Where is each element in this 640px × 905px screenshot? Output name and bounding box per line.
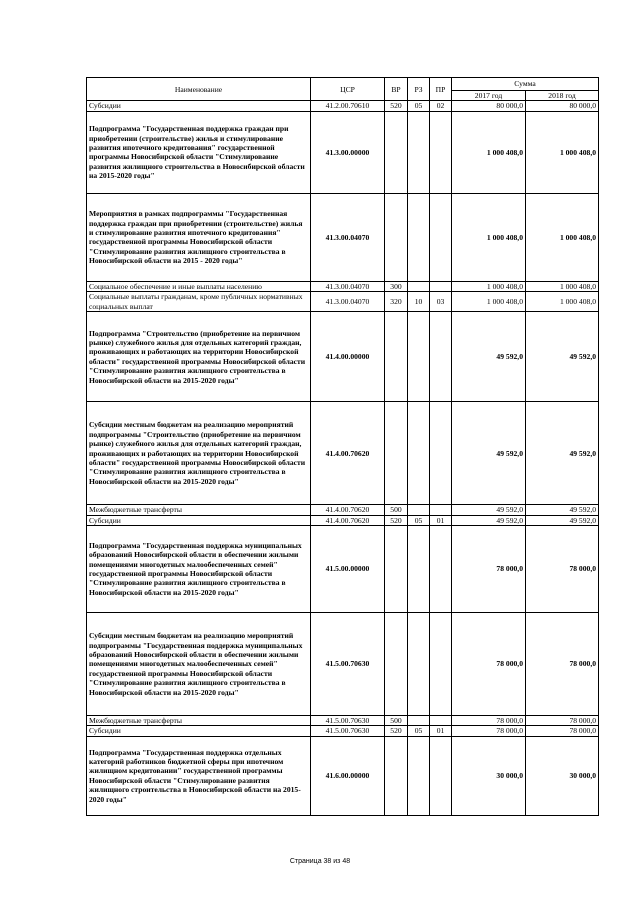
cell-csr: 41.3.00.00000 [311, 111, 385, 193]
cell-2018: 1 000 408,0 [526, 111, 599, 193]
cell-pr [430, 312, 452, 402]
cell-vr [385, 402, 408, 505]
table-row [87, 613, 599, 716]
cell-rz [408, 505, 430, 515]
cell-rz [408, 613, 430, 716]
cell-name: Подпрограмма "Государственная поддержка муниципальных образований Новосибирской области в обеспечении жилыми помещениями многодетных малообеспеченных семей" государственной программы Новосибирской области "Стимулирование развития жилищного строительства в Новосибирской области на 2015-2020 годы" [87, 526, 311, 613]
cell-name: Социальное обеспечение и иные выплаты населению [87, 281, 311, 291]
budget-table [86, 77, 599, 816]
cell-pr [430, 613, 452, 716]
cell-2018: 78 000,0 [526, 726, 599, 736]
cell-pr [430, 716, 452, 726]
cell-name: Субсидии [87, 515, 311, 525]
cell-rz [408, 193, 430, 281]
table-row [87, 402, 599, 505]
cell-2018: 78 000,0 [526, 716, 599, 726]
cell-csr: 41.4.00.70620 [311, 505, 385, 515]
cell-csr: 41.3.00.04070 [311, 292, 385, 312]
cell-2017: 49 592,0 [452, 312, 526, 402]
cell-pr: 01 [430, 726, 452, 736]
cell-pr: 01 [430, 515, 452, 525]
cell-vr [385, 613, 408, 716]
cell-pr [430, 281, 452, 291]
header-sum: Сумма [452, 78, 599, 91]
cell-csr: 41.6.00.00000 [311, 736, 385, 815]
cell-name: Подпрограмма "Строительство (приобретение на первичном рынке) служебного жилья для отдельных категорий граждан, проживающих и работающих на территории Новосибирской области" государственной программы Новосибирской области "Стимулирование развития жилищного строительства в Новосибирской области на 2015-2020 годы" [87, 312, 311, 402]
cell-rz [408, 526, 430, 613]
header-rz: РЗ [408, 78, 430, 101]
page-footer: Страница 38 из 48 [289, 858, 351, 865]
table-row [87, 736, 599, 815]
cell-csr: 41.5.00.70630 [311, 726, 385, 736]
cell-csr: 41.3.00.04070 [311, 193, 385, 281]
table-row [87, 505, 599, 515]
table-row [87, 526, 599, 613]
cell-vr: 320 [385, 292, 408, 312]
table-row [87, 281, 599, 291]
cell-2017: 1 000 408,0 [452, 292, 526, 312]
cell-2018: 1 000 408,0 [526, 281, 599, 291]
cell-2017: 1 000 408,0 [452, 281, 526, 291]
cell-vr: 500 [385, 716, 408, 726]
cell-csr: 41.5.00.70630 [311, 613, 385, 716]
cell-rz: 05 [408, 101, 430, 111]
header-vr: ВР [385, 78, 408, 101]
cell-vr: 520 [385, 726, 408, 736]
cell-rz [408, 736, 430, 815]
cell-2018: 49 592,0 [526, 312, 599, 402]
cell-csr: 41.4.00.70620 [311, 402, 385, 505]
cell-csr: 41.4.00.70620 [311, 515, 385, 525]
table-row [87, 292, 599, 312]
table-row [87, 726, 599, 736]
cell-pr: 02 [430, 101, 452, 111]
cell-vr [385, 111, 408, 193]
header-year-2017: 2017 год [452, 91, 526, 101]
cell-rz [408, 111, 430, 193]
cell-2017: 49 592,0 [452, 402, 526, 505]
cell-vr [385, 736, 408, 815]
cell-2018: 30 000,0 [526, 736, 599, 815]
table-body [87, 78, 599, 816]
cell-name: Субсидии [87, 101, 311, 111]
cell-name: Социальные выплаты гражданам, кроме публичных нормативных социальных выплат [87, 292, 311, 312]
cell-name: Межбюджетные трансферты [87, 716, 311, 726]
header-row [87, 78, 599, 91]
cell-csr: 41.2.00.70610 [311, 101, 385, 111]
cell-name: Субсидии [87, 726, 311, 736]
cell-2018: 80 000,0 [526, 101, 599, 111]
cell-name: Субсидии местным бюджетам на реализацию мероприятий подпрограммы "Строительство (приобретение на первичном рынке) служебного жилья для отдельных категорий граждан, проживающих и работающих на территории Новосибирской области" государственной программы Новосибирской области "Стимулирование развития жилищного строительства в Новосибирской области на 2015-2020 годы" [87, 402, 311, 505]
cell-name: Субсидии местным бюджетам на реализацию мероприятий подпрограммы "Государственная поддержка муниципальных образований Новосибирской области в обеспечении жилыми помещениями многодетных малообеспеченных семей" государственной программы Новосибирской области "Стимулирование развития жилищного строительства в Новосибирской области на 2015-2020 годы" [87, 613, 311, 716]
cell-2017: 78 000,0 [452, 613, 526, 716]
cell-rz: 05 [408, 515, 430, 525]
cell-rz [408, 281, 430, 291]
cell-vr [385, 312, 408, 402]
cell-2017: 78 000,0 [452, 726, 526, 736]
cell-2018: 1 000 408,0 [526, 292, 599, 312]
cell-csr: 41.3.00.04070 [311, 281, 385, 291]
cell-pr [430, 736, 452, 815]
cell-vr [385, 526, 408, 613]
cell-2017: 78 000,0 [452, 526, 526, 613]
cell-pr [430, 193, 452, 281]
cell-2018: 78 000,0 [526, 526, 599, 613]
cell-name: Подпрограмма "Государственная поддержка граждан при приобретении (строительстве) жилья и стимулирование развития ипотечного кредитования" государственной программы Новосибирской области "Стимулирование развития жилищного строительства в Новосибирской области на 2015-2020 годы" [87, 111, 311, 193]
cell-rz: 05 [408, 726, 430, 736]
header-year-2018: 2018 год [526, 91, 599, 101]
cell-csr: 41.5.00.70630 [311, 716, 385, 726]
cell-pr [430, 402, 452, 505]
cell-2018: 1 000 408,0 [526, 193, 599, 281]
cell-pr [430, 505, 452, 515]
cell-2018: 49 592,0 [526, 515, 599, 525]
cell-2017: 1 000 408,0 [452, 193, 526, 281]
cell-vr: 520 [385, 101, 408, 111]
header-pr: ПР [430, 78, 452, 101]
cell-rz [408, 716, 430, 726]
cell-name: Подпрограмма "Государственная поддержка отдельных категорий работников бюджетной сферы при ипотечном жилищном кредитовании" государственной программы Новосибирской области "Стимулирование развития жилищного строительства в Новосибирской области на 2015-2020 годы" [87, 736, 311, 815]
cell-2017: 80 000,0 [452, 101, 526, 111]
cell-rz [408, 312, 430, 402]
cell-vr: 500 [385, 505, 408, 515]
cell-vr: 300 [385, 281, 408, 291]
cell-name: Мероприятия в рамках подпрограммы "Государственная поддержка граждан при приобретении (строительстве) жилья и стимулирование развития ипотечного кредитования" государственной программы Новосибирской области "Стимулирование развития жилищного строительства в Новосибирской области на 2015 - 2020 годы" [87, 193, 311, 281]
cell-pr [430, 526, 452, 613]
table-row [87, 193, 599, 281]
cell-2017: 78 000,0 [452, 716, 526, 726]
cell-name: Межбюджетные трансферты [87, 505, 311, 515]
cell-rz: 10 [408, 292, 430, 312]
cell-2018: 49 592,0 [526, 402, 599, 505]
cell-rz [408, 402, 430, 505]
table-row [87, 312, 599, 402]
header-csr: ЦСР [311, 78, 385, 101]
cell-csr: 41.4.00.00000 [311, 312, 385, 402]
cell-2017: 1 000 408,0 [452, 111, 526, 193]
table-row [87, 111, 599, 193]
table-row [87, 716, 599, 726]
cell-2018: 78 000,0 [526, 613, 599, 716]
cell-vr [385, 193, 408, 281]
cell-2017: 49 592,0 [452, 515, 526, 525]
table-row [87, 515, 599, 525]
cell-csr: 41.5.00.00000 [311, 526, 385, 613]
cell-2018: 49 592,0 [526, 505, 599, 515]
header-name: Наименование [87, 78, 311, 101]
cell-2017: 30 000,0 [452, 736, 526, 815]
cell-vr: 520 [385, 515, 408, 525]
table-row [87, 101, 599, 111]
cell-pr [430, 111, 452, 193]
cell-2017: 49 592,0 [452, 505, 526, 515]
cell-pr: 03 [430, 292, 452, 312]
